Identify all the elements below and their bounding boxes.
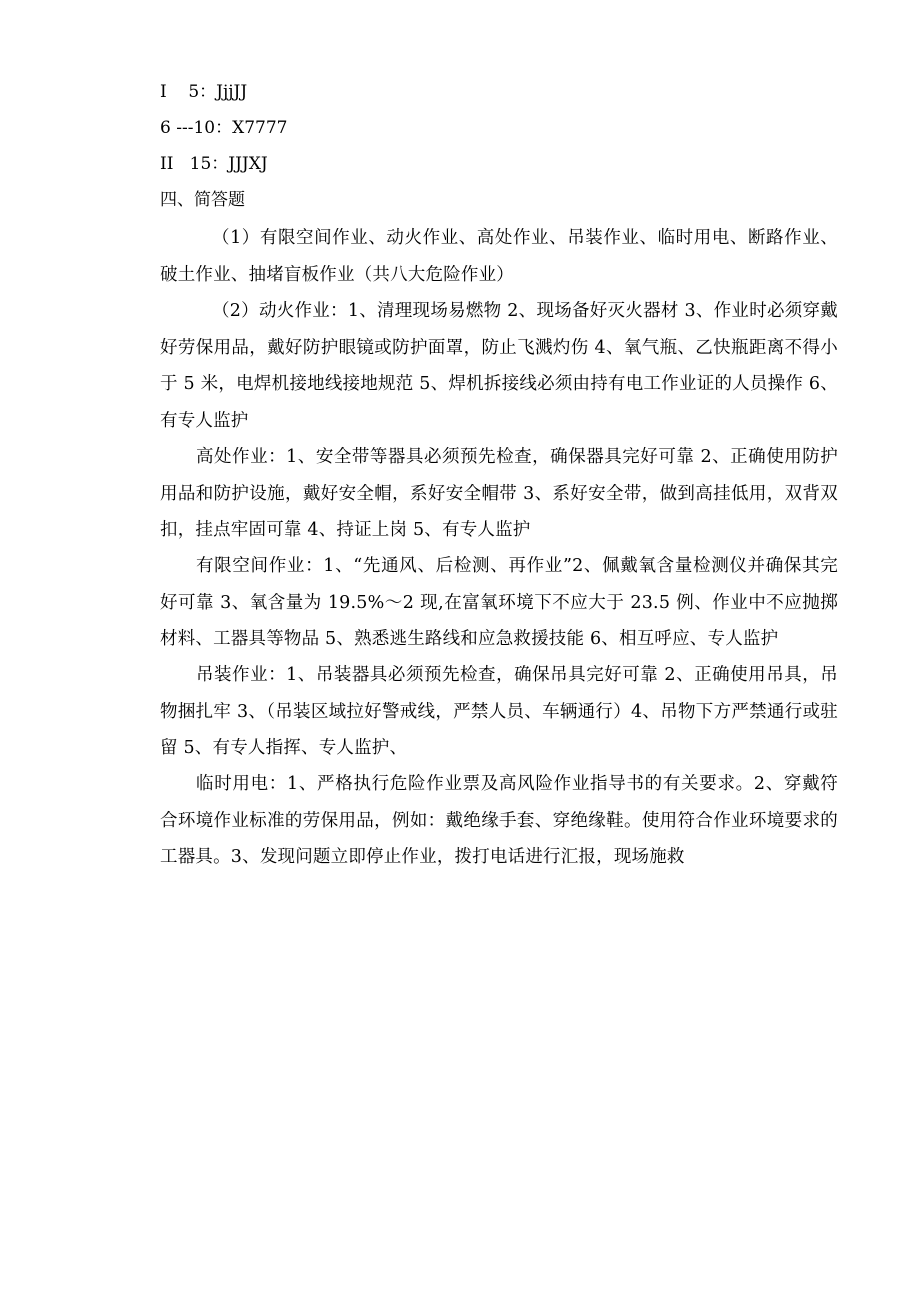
section-heading: 四、简答题	[160, 190, 245, 210]
paragraph-temporary-power: 临时用电：1、严格执行危险作业票及高风险作业指导书的有关要求。2、穿戴符合环境作业标准的劳保用品，例如：戴绝缘手套、穿绝缘鞋。使用符合作业环境要求的工器具。3、发现问题立即停止作业，拨打电话进行汇报，现场施救	[160, 774, 838, 867]
answer-value: JjjJJ	[216, 82, 248, 102]
paragraph-confined-space: 有限空间作业：1、“先通风、后检测、再作业”2、佩戴氧含量检测仪并确保其完好可靠 3、氧含量为 19.5%～2 现,在富氧环境下不应大于 23.5 例、作业中不应抛掷材料、工器具等物品 5、熟悉逃生路线和应急救援技能 6、相互呼应、专人监护	[160, 556, 838, 649]
answer-value: X7777	[232, 118, 288, 138]
answer-line-3	[160, 154, 268, 174]
answer-line-1	[160, 82, 247, 102]
answer-value: JJJXJ	[228, 154, 268, 174]
paragraph-hot-work: （2）动火作业：1、清理现场易燃物 2、现场备好灭火器材 3、作业时必须穿戴好劳保用品，戴好防护眼镜或防护面罩，防止飞溅灼伤 4、氧气瓶、乙快瓶距离不得小于 5 米，电焊机接地线接地规范 5、焊机拆接线必须由持有电工作业证的人员操作 6、有专人监护	[160, 301, 838, 431]
paragraph-lifting-work: 吊装作业：1、吊装器具必须预先检查，确保吊具完好可靠 2、正确使用吊具，吊物捆扎牢 3、（吊装区域拉好警戒线，严禁人员、车辆通行）4、吊物下方严禁通行或驻留 5、有专人指挥、专人监护、	[160, 665, 838, 758]
answer-line-2	[160, 118, 287, 138]
paragraph-work-at-height: 高处作业：1、安全带等器具必须预先检查，确保器具完好可靠 2、正确使用防护用品和防护设施，戴好安全帽，系好安全帽带 3、系好安全带，做到高挂低用，双背双扣，挂点牢固可靠 4、持证上岗 5、有专人监护	[160, 447, 838, 540]
answer-range: I 5：	[160, 82, 217, 102]
answer-range: II 15：	[160, 154, 229, 174]
paragraph-dangerous-work-types: （1）有限空间作业、动火作业、高处作业、吊装作业、临时用电、断路作业、破土作业、抽堵盲板作业（共八大危险作业）	[160, 228, 838, 285]
answer-range: 6 ---10：	[160, 118, 233, 138]
